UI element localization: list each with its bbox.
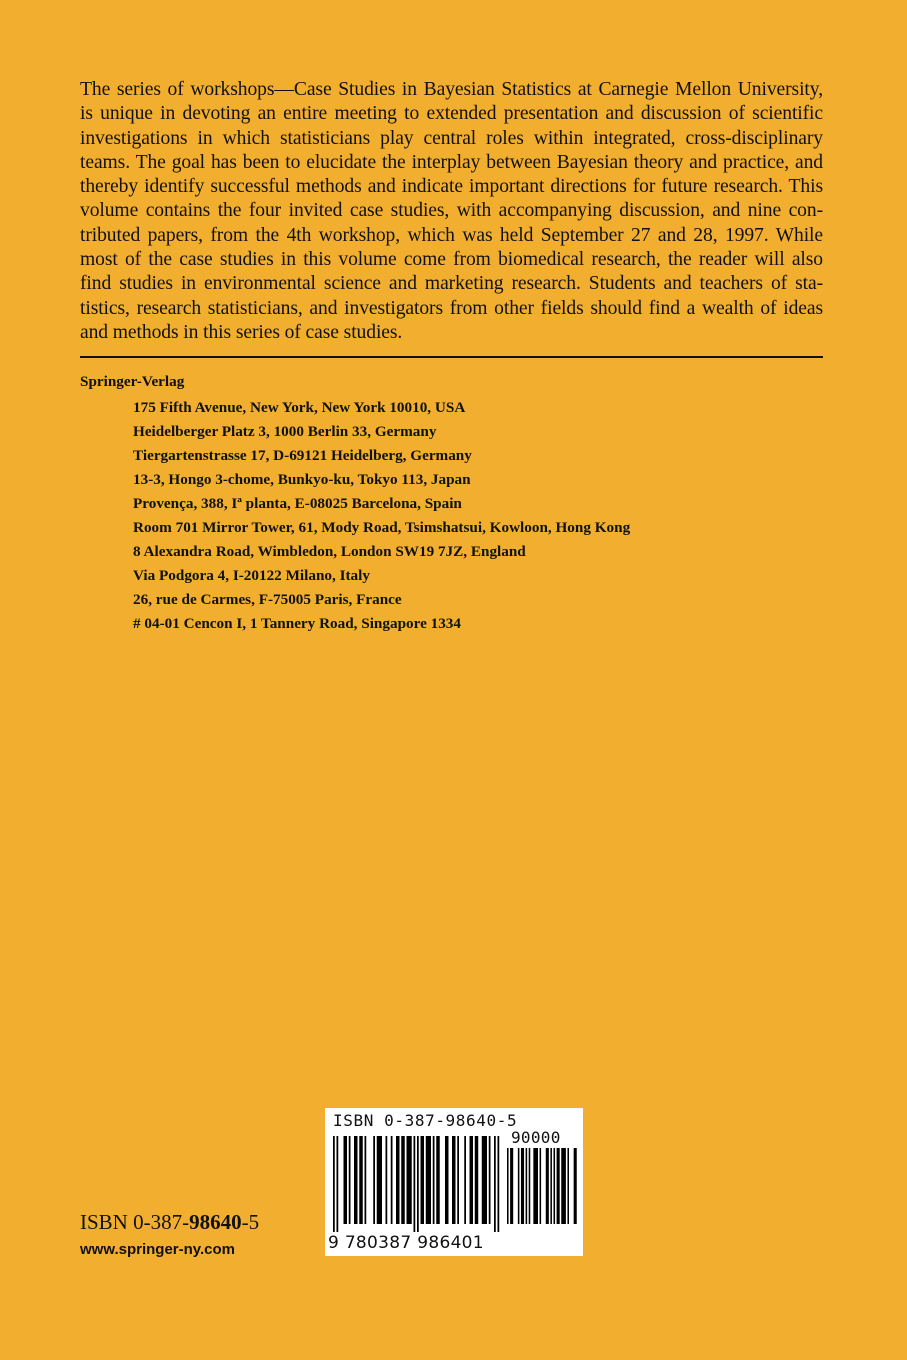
barcode-bar [401,1136,405,1224]
address-line: 8 Alexandra Road, Wimbledon, London SW19 7JZ, England [133,543,526,560]
description-line: volume contains the four invited case studies, with accompanying discussion, and nine con- [80,200,823,222]
address-line: 175 Fifth Avenue, New York, New York 10010, USA [133,399,466,416]
isbn-suffix: -5 [241,1210,260,1234]
barcode-bar [507,1148,509,1224]
address-line: # 04-01 Cencon I, 1 Tannery Road, Singapore 1334 [133,615,461,632]
barcode-bar [482,1136,487,1224]
isbn-number [80,1210,259,1235]
description-line: and methods in this series of case studies. [80,321,403,343]
barcode-bar [489,1136,491,1224]
description-paragraph [80,78,823,345]
barcode-bar [417,1136,419,1232]
isbn-barcode [325,1108,583,1256]
description-line: tistics, research statisticians, and investigators from other fields should find a wealth of ideas [80,297,823,319]
address-line: Via Podgora 4, I-20122 Milano, Italy [133,567,370,584]
barcode-bar [470,1136,474,1224]
barcode-bar [359,1136,363,1224]
divider-rule [80,356,823,358]
barcode-addon-bars [507,1148,577,1232]
barcode-bar [510,1148,513,1224]
barcode-bar [540,1148,542,1224]
description-line: tributed papers, from the 4th workshop, which was held September 27 and 28, 1997. While [80,224,823,246]
barcode-bar [518,1148,520,1224]
barcode-bar [365,1136,367,1224]
barcode-digits: 9 780387 986401 [328,1233,484,1253]
barcode-bar [333,1136,335,1232]
barcode-bar [567,1148,569,1224]
barcode-bar [494,1136,496,1232]
barcode-bar [433,1136,435,1224]
barcode-bar [533,1148,538,1224]
barcode-bar [521,1148,524,1224]
address-line: 26, rue de Carmes, F-75005 Paris, France [133,591,402,608]
barcode-bar [526,1148,528,1224]
barcode-bar [354,1136,358,1224]
barcode-bar [396,1136,400,1224]
publisher-address-list [133,396,630,636]
barcode-bar [498,1136,500,1232]
description-line: teams. The goal has been to elucidate the interplay between Bayesian theory and practice, and [80,151,823,173]
address-line: Tiergartenstrasse 17, D-69121 Heidelberg, Germany [133,447,472,464]
barcode-bar [377,1136,382,1224]
address-line: Heidelberger Platz 3, 1000 Berlin 33, Germany [133,423,437,440]
description-line: is unique in devoting an entire meeting to extended presentation and discussion of scientific [80,103,823,125]
description-line: The series of workshops—Case Studies in Bayesian Statistics at Carnegie Mellon University, [80,79,823,100]
barcode-main-bars [333,1136,501,1232]
barcode-bar [475,1136,479,1224]
barcode-bar [391,1136,393,1224]
barcode-bar [554,1148,556,1224]
barcode-bar [386,1136,388,1224]
barcode-bar [457,1136,459,1224]
address-line: Room 701 Mirror Tower, 61, Mody Road, Tsimshatsui, Kowloon, Hong Kong [133,519,631,536]
isbn-bold-part: 98640 [189,1210,242,1234]
description-line: investigations in which statisticians play central roles within integrated, cross-disciplinary [80,127,823,149]
barcode-bar [349,1136,351,1224]
description-line: find studies in environmental science and marketing research. Students and teachers of sta- [80,273,823,295]
barcode-bar [421,1136,425,1224]
barcode-addon-label: 90000 [511,1128,561,1147]
barcode-bar [546,1148,549,1224]
publisher-name: Springer-Verlag [80,373,185,390]
barcode-bar [436,1136,440,1224]
address-line: 13-3, Hongo 3-chome, Bunkyo-ku, Tokyo 113, Japan [133,471,471,488]
barcode-bar [452,1136,456,1224]
barcode-bar [407,1136,412,1224]
barcode-bar [550,1148,552,1224]
barcode-isbn-label: ISBN 0-387-98640-5 [333,1111,518,1130]
barcode-bar [574,1148,577,1224]
barcode-bar [464,1136,466,1224]
barcode-bar [529,1148,531,1224]
description-line: most of the case studies in this volume come from biomedical research, the reader will also [80,249,823,271]
description-line: thereby identify successful methods and indicate important directions for future research. This [80,176,823,198]
isbn-prefix: ISBN 0-387- [80,1210,190,1234]
barcode-bar [426,1136,431,1224]
address-line: Provença, 388, Iª planta, E-08025 Barcelona, Spain [133,495,462,512]
barcode-bar [561,1148,566,1224]
barcode-bar [344,1136,348,1224]
barcode-bar [414,1136,416,1232]
barcode-bar [373,1136,375,1224]
barcode-bar [557,1148,560,1224]
publisher-website: www.springer-ny.com [80,1241,236,1258]
barcode-bar [337,1136,339,1232]
barcode-bar [445,1136,449,1224]
